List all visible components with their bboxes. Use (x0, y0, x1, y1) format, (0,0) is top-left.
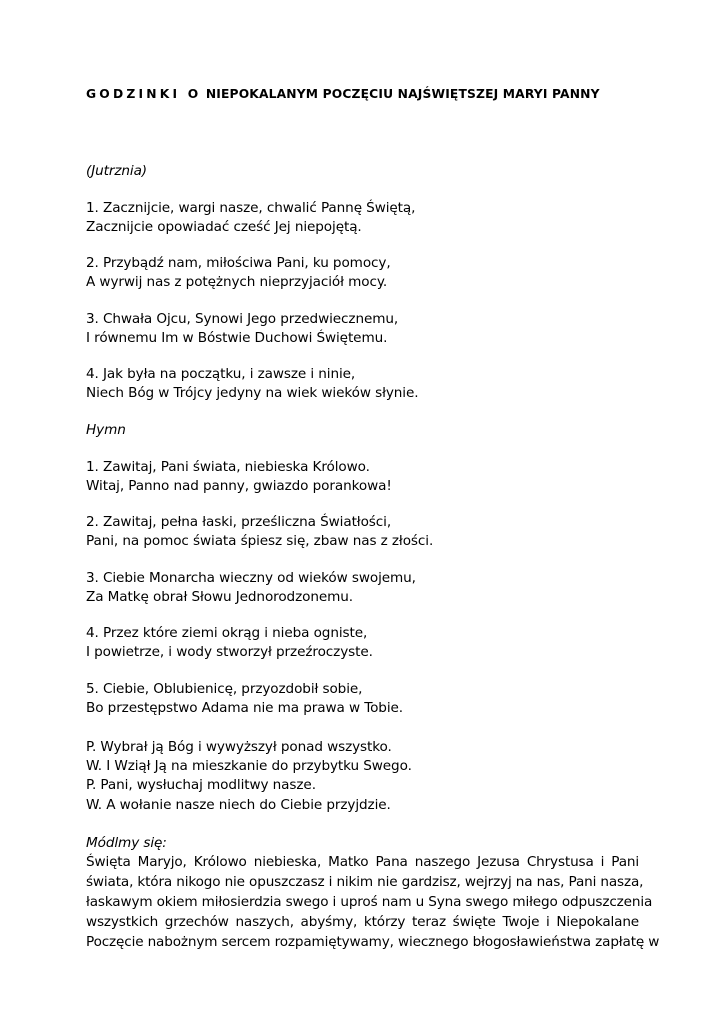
matins-verse-1-line-2: Zacznijcie opowiadać cześć Jej niepojętą. (86, 219, 362, 235)
hymn-verse-4-line-2: I powietrze, i wody stworzył przeźroczyste. (86, 644, 373, 660)
matins-verse-4-line-1: 4. Jak była na początku, i zawsze i ninie, (86, 366, 356, 382)
hymn-verse-2-line-2: Pani, na pomoc świata śpiesz się, zbaw nas z złości. (86, 533, 434, 549)
matins-verse-3-line-1: 3. Chwała Ojcu, Synowi Jego przedwiecznemu, (86, 311, 399, 327)
hymn-verse-5-line-1: 5. Ciebie, Oblubienicę, przyozdobił sobie, (86, 681, 363, 697)
prayer-heading: Módlmy się: (86, 835, 167, 851)
document-title (86, 87, 600, 101)
prayer-line-3: łaskawym okiem miłosierdzia swego i uproś nam u Syna swego miłego odpuszczenia (86, 894, 653, 910)
hymn-verse-3-line-2: Za Matkę obrał Słowu Jednorodzonemu. (86, 589, 354, 605)
matins-verse-1-line-1: 1. Zacznijcie, wargi nasze, chwalić Pannę Świętą, (86, 200, 416, 216)
title-rest-part: NIEPOKALANYM POCZĘCIU NAJŚWIĘTSZEJ MARYI PANNY (201, 87, 600, 101)
prayer-line-5: Poczęcie nabożnym sercem rozpamiętywamy, wiecznego błogosławieństwa zapłatę w (86, 934, 660, 950)
responsory-line-1: P. Wybrał ją Bóg i wywyższył ponad wszystko. (86, 739, 392, 755)
hymn-verse-1-line-2: Witaj, Panno nad panny, gwiazdo porankowa! (86, 478, 392, 494)
matins-verse-2-line-1: 2. Przybądź nam, miłościwa Pani, ku pomocy, (86, 255, 391, 271)
matins-heading: (Jutrznia) (86, 163, 148, 179)
prayer-line-1: Święta Maryjo, Królowo niebieska, Matko Pana naszego Jezusa Chrystusa i Pani (86, 854, 639, 870)
hymn-verse-2-line-1: 2. Zawitaj, pełna łaski, prześliczna Światłości, (86, 514, 392, 530)
hymn-verse-1-line-1: 1. Zawitaj, Pani świata, niebieska Królowo. (86, 459, 370, 475)
hymn-heading: Hymn (86, 422, 126, 438)
matins-verse-3-line-2: I równemu Im w Bóstwie Duchowi Świętemu. (86, 330, 388, 346)
prayer-line-4: wszystkich grzechów naszych, abyśmy, którzy teraz święte Twoje i Niepokalane (86, 914, 639, 930)
hymn-verse-5-line-2: Bo przestępstwo Adama nie ma prawa w Tobie. (86, 700, 403, 716)
responsory-line-2: W. I Wziął Ją na mieszkanie do przybytku Swego. (86, 758, 412, 774)
hymn-verse-4-line-1: 4. Przez które ziemi okrąg i nieba ogniste, (86, 625, 368, 641)
responsory-line-4: W. A wołanie nasze niech do Ciebie przyjdzie. (86, 797, 391, 813)
title-spaced-part: GODZINKI O (86, 87, 202, 101)
prayer-line-2: świata, która nikogo nie opuszczasz i nikim nie gardzisz, wejrzyj na nas, Pani nasza, (86, 874, 644, 890)
responsory-line-3: P. Pani, wysłuchaj modlitwy nasze. (86, 777, 316, 793)
hymn-verse-3-line-1: 3. Ciebie Monarcha wieczny od wieków swojemu, (86, 570, 416, 586)
matins-verse-4-line-2: Niech Bóg w Trójcy jedyny na wiek wieków słynie. (86, 385, 419, 401)
matins-verse-2-line-2: A wyrwij nas z potężnych nieprzyjaciół mocy. (86, 274, 388, 290)
